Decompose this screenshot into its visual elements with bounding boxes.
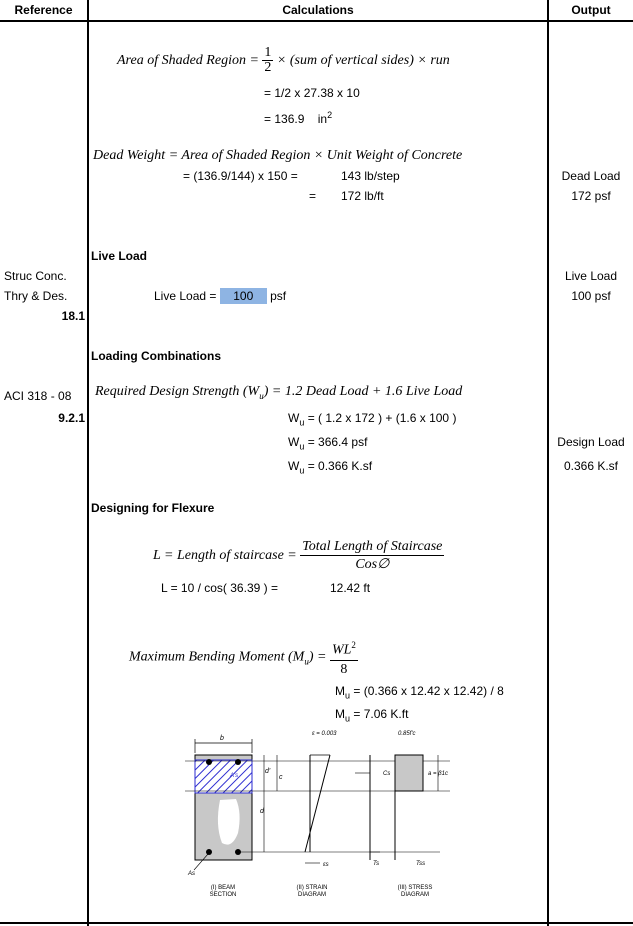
header-reference: Reference xyxy=(14,3,73,17)
area-formula-rhs: × (sum of vertical sides) × run xyxy=(276,53,450,68)
mu-line-1 xyxy=(335,683,504,703)
mu-symbol: M xyxy=(335,684,345,698)
header-divider xyxy=(0,20,633,22)
top-bar-left xyxy=(206,759,212,765)
live-load-input[interactable]: 100 xyxy=(220,288,267,304)
wu-symbol: W xyxy=(288,435,300,449)
moment-lhs: Maximum Bending Moment (M xyxy=(129,649,305,665)
compression-zone-hatch xyxy=(195,760,252,793)
label-d: d xyxy=(260,808,264,815)
mu-symbol: M xyxy=(335,707,345,721)
output-design-load-label: Design Load xyxy=(557,435,625,449)
moment-fraction xyxy=(330,636,358,679)
column-divider-reference xyxy=(87,0,89,926)
moment-denominator: 8 xyxy=(340,661,348,677)
wu-line-1 xyxy=(288,410,456,430)
area-formula-lhs: Area of Shaded Region xyxy=(117,53,246,68)
caption-beam-2: SECTION xyxy=(209,892,237,898)
design-strength-sub: u xyxy=(259,390,264,401)
output-live-load-value: 100 psf xyxy=(571,289,611,303)
caption-strain-2: DIAGRAM xyxy=(297,892,327,898)
label-085fc: 0.85f'c xyxy=(398,731,416,737)
label-d-prime: d' xyxy=(265,768,271,775)
moment-formula xyxy=(129,636,358,681)
ref-section-18-1: 18.1 xyxy=(61,309,85,323)
dead-weight-per-ft: 172 lb/ft xyxy=(341,189,384,203)
wu-psf: = 366.4 psf xyxy=(307,435,368,449)
beam-strain-stress-diagram xyxy=(180,725,480,905)
live-load-heading: Live Load xyxy=(91,249,148,263)
wu-sub: u xyxy=(299,417,305,428)
one-half-fraction xyxy=(262,46,273,75)
wu-symbol: W xyxy=(288,459,300,473)
label-ts: Ts xyxy=(373,861,380,867)
area-formula: Area of Shaded Region = $\frac{1}{2}$ × (sum of vertical sides) × run xyxy=(117,45,450,76)
area-unit: in xyxy=(317,112,328,126)
label-b: b xyxy=(220,735,224,742)
length-numerator: Total Length of Staircase xyxy=(302,539,443,555)
design-strength-lhs: Required Design Strength (W xyxy=(95,384,260,399)
label-a: a = β1c xyxy=(428,771,448,777)
wu-line-3 xyxy=(288,458,372,478)
wu-symbol: W xyxy=(288,411,300,425)
ref-thry-des: Thry & Des. xyxy=(4,289,68,303)
output-dead-load-label: Dead Load xyxy=(561,169,621,183)
live-load-label: Live Load = xyxy=(154,289,217,303)
label-as: As xyxy=(188,871,196,877)
header-calculations: Calculations xyxy=(282,3,354,17)
flexure-heading: Designing for Flexure xyxy=(91,501,215,515)
moment-numerator-text: WL xyxy=(331,642,352,658)
mu-value: = 7.06 K.ft xyxy=(353,707,409,721)
ref-aci-318: ACI 318 - 08 xyxy=(4,389,72,403)
ref-struc-conc: Struc Conc. xyxy=(4,269,67,283)
mu-sub: u xyxy=(345,713,351,724)
label-tss: Tss xyxy=(416,861,426,867)
label-c: c xyxy=(279,774,283,781)
length-fraction xyxy=(300,538,444,573)
top-bar-right xyxy=(235,759,241,765)
header-output: Output xyxy=(571,3,611,17)
moment-sub: u xyxy=(304,656,309,667)
caption-beam-1: (I) BEAM xyxy=(210,885,236,891)
caption-stress-2: DIAGRAM xyxy=(400,892,430,898)
area-unit-exponent: 2 xyxy=(327,110,333,120)
wu-line-2 xyxy=(288,434,367,454)
live-load-line xyxy=(154,288,286,304)
label-eps: ε = 0.003 xyxy=(312,731,337,737)
caption-strain-1: (II) STRAIN xyxy=(296,885,328,891)
stress-block xyxy=(395,755,423,791)
fraction-denominator: 2 xyxy=(264,60,272,76)
output-dead-load-value: 172 psf xyxy=(571,189,611,203)
dead-weight-formula: Dead Weight = Area of Shaded Region × Unit Weight of Concrete xyxy=(93,148,463,163)
wu-sub: u xyxy=(299,441,305,452)
bottom-border xyxy=(0,922,633,924)
mu-expression: = (0.366 x 12.42 x 12.42) / 8 xyxy=(353,684,504,698)
fraction-numerator: 1 xyxy=(264,45,272,61)
length-calc: L = 10 / cos( 36.39 ) = xyxy=(161,581,278,595)
strain-line xyxy=(305,755,330,852)
length-formula-lhs: L = Length of staircase = xyxy=(153,548,297,563)
label-as-prime: A's xyxy=(230,773,239,779)
length-denominator: Cos∅ xyxy=(355,557,390,573)
wu-ksf: = 0.366 K.sf xyxy=(307,459,373,473)
moment-numerator xyxy=(330,636,358,661)
caption-stress-1: (III) STRESS xyxy=(397,885,433,891)
dead-weight-equals: = xyxy=(309,189,317,203)
design-strength-rhs: ) = 1.2 Dead Load + 1.6 Live Load xyxy=(263,384,463,399)
dead-weight-per-step: 143 lb/step xyxy=(341,169,400,183)
ref-section-9-2-1: 9.2.1 xyxy=(58,411,85,425)
wu-sub: u xyxy=(299,465,305,476)
output-design-load-value: 0.366 K.sf xyxy=(563,459,619,473)
design-strength-formula xyxy=(95,384,462,404)
moment-mid: ) = xyxy=(308,649,327,665)
area-step-2 xyxy=(264,107,332,127)
live-load-unit: psf xyxy=(270,289,287,303)
length-value: 12.42 ft xyxy=(330,581,371,595)
mu-line-2 xyxy=(335,706,408,726)
area-value: = 136.9 xyxy=(264,112,305,126)
dead-weight-calc: = (136.9/144) x 150 = xyxy=(183,169,298,183)
loading-combinations-heading: Loading Combinations xyxy=(91,349,221,363)
bottom-bar-left xyxy=(206,849,212,855)
mu-sub: u xyxy=(345,690,351,701)
area-step-1: = 1/2 x 27.38 x 10 xyxy=(264,86,360,100)
output-live-load-label: Live Load xyxy=(564,269,618,283)
length-formula xyxy=(153,538,444,574)
moment-numerator-exp: 2 xyxy=(351,640,356,650)
wu-expression: = ( 1.2 x 172 ) + (1.6 x 100 ) xyxy=(307,411,457,425)
label-eps-s: εs xyxy=(323,862,329,868)
label-cs: Cs xyxy=(383,771,391,777)
